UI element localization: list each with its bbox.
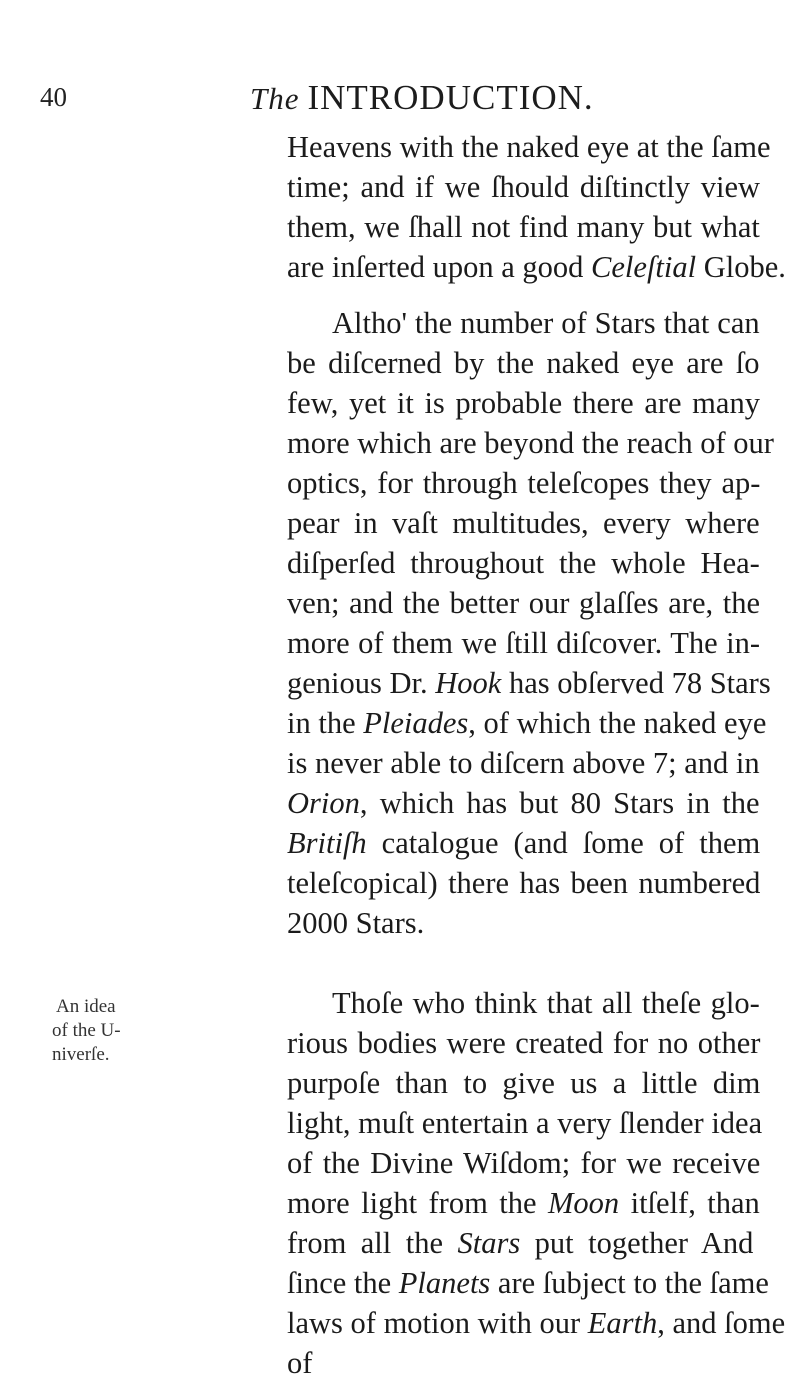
text-line [287,623,760,663]
text-run: has obſerved 78 Stars [501,666,771,700]
text-run: Altho' the number of Stars that can [332,306,760,340]
text-run: be diſcerned by the naked eye are ſo [287,346,760,380]
text-run: Globe. [696,250,786,284]
text-line [287,543,760,583]
text-line [287,423,774,463]
text-line [287,1343,312,1383]
text-run: Heavens with the naked eye at the ſame [287,130,771,164]
text-run: of the Divine Wiſdom; for we receive [287,1146,761,1180]
text-run: more light from the [287,1186,548,1220]
text-run: Thoſe who think that all theſe glo- [332,986,760,1020]
running-head [250,78,594,118]
italic-text-run: Celeſtial [591,250,697,284]
text-line [287,583,760,623]
text-run: ſince the [287,1266,399,1300]
text-run: in the [287,706,364,740]
text-line [287,1263,769,1303]
text-line [287,503,760,543]
text-line [287,207,760,247]
text-run: diſperſed throughout the whole Hea- [287,546,760,580]
text-run: light, muſt entertain a very ſlender idea [287,1106,763,1140]
text-run: purpoſe than to give us a little dim [287,1066,761,1100]
italic-text-run: Britiſh [287,826,367,860]
text-run: , which has but 80 Stars in the [359,786,760,820]
text-line [287,1183,760,1223]
text-line [287,823,760,863]
text-line [287,343,760,383]
italic-text-run: Orion [287,786,360,820]
text-line [287,127,771,167]
text-line [287,863,760,903]
text-run: are ſubject to the ſame [490,1266,769,1300]
text-line [287,1303,785,1343]
text-line [287,1143,760,1183]
text-run: time; and if we ſhould diſtinctly view [287,170,761,204]
italic-text-run: Planets [398,1266,491,1300]
text-run: teleſcopical) there has been numbered [287,866,761,900]
text-line [287,383,760,423]
text-run: them, we ſhall not find many but what [287,210,760,244]
text-run: catalogue (and ſome of them [366,826,761,860]
text-run: , and ſome [657,1306,786,1340]
text-line [287,1223,753,1263]
text-line [287,1023,760,1063]
text-run: few, yet it is probable there are many [287,386,760,420]
text-line [287,167,760,207]
text-run: is never able to diſcern above 7; and in [287,746,760,780]
margin-note-line: An idea [56,996,116,1017]
text-run: from all the [287,1226,458,1260]
margin-note-line: niverſe. [52,1044,110,1065]
italic-text-run: Pleiades [363,706,469,740]
italic-text-run: Stars [457,1226,521,1260]
text-line [287,1063,760,1103]
text-run: pear in vaſt multitudes, every where [287,506,760,540]
text-run: more which are beyond the reach of our [287,426,774,460]
italic-text-run: Earth [587,1306,658,1340]
text-run: more of them we ſtill diſcover. The in- [287,626,760,660]
text-run: itſelf, than [619,1186,760,1220]
text-run: ven; and the better our glaſſes are, the [287,586,761,620]
text-line [332,983,760,1023]
italic-text-run: Moon [547,1186,620,1220]
running-head-title: INTRODUCTION. [307,78,594,117]
text-run: , of which the naked eye [468,706,767,740]
text-line [287,703,766,743]
running-head-prefix: The [250,81,300,116]
text-line [287,743,760,783]
text-line [332,303,760,343]
text-run: laws of motion with our [287,1306,588,1340]
text-run: 2000 Stars. [287,906,425,940]
margin-note-line: of the U- [52,1020,121,1041]
text-run: genious Dr. [287,666,436,700]
text-line [287,463,760,503]
text-line [287,1103,762,1143]
text-line [287,247,786,287]
text-run: optics, for through teleſcopes they ap- [287,466,761,500]
text-line [287,783,760,823]
text-line [287,663,771,703]
text-run: are inſerted upon a good [287,250,592,284]
text-run: of [287,1346,313,1380]
page-number: 40 [40,82,67,112]
text-run: rious bodies were created for no other [287,1026,761,1060]
text-line [287,903,424,943]
italic-text-run: Hook [435,666,502,700]
text-run: put together And [520,1226,754,1260]
